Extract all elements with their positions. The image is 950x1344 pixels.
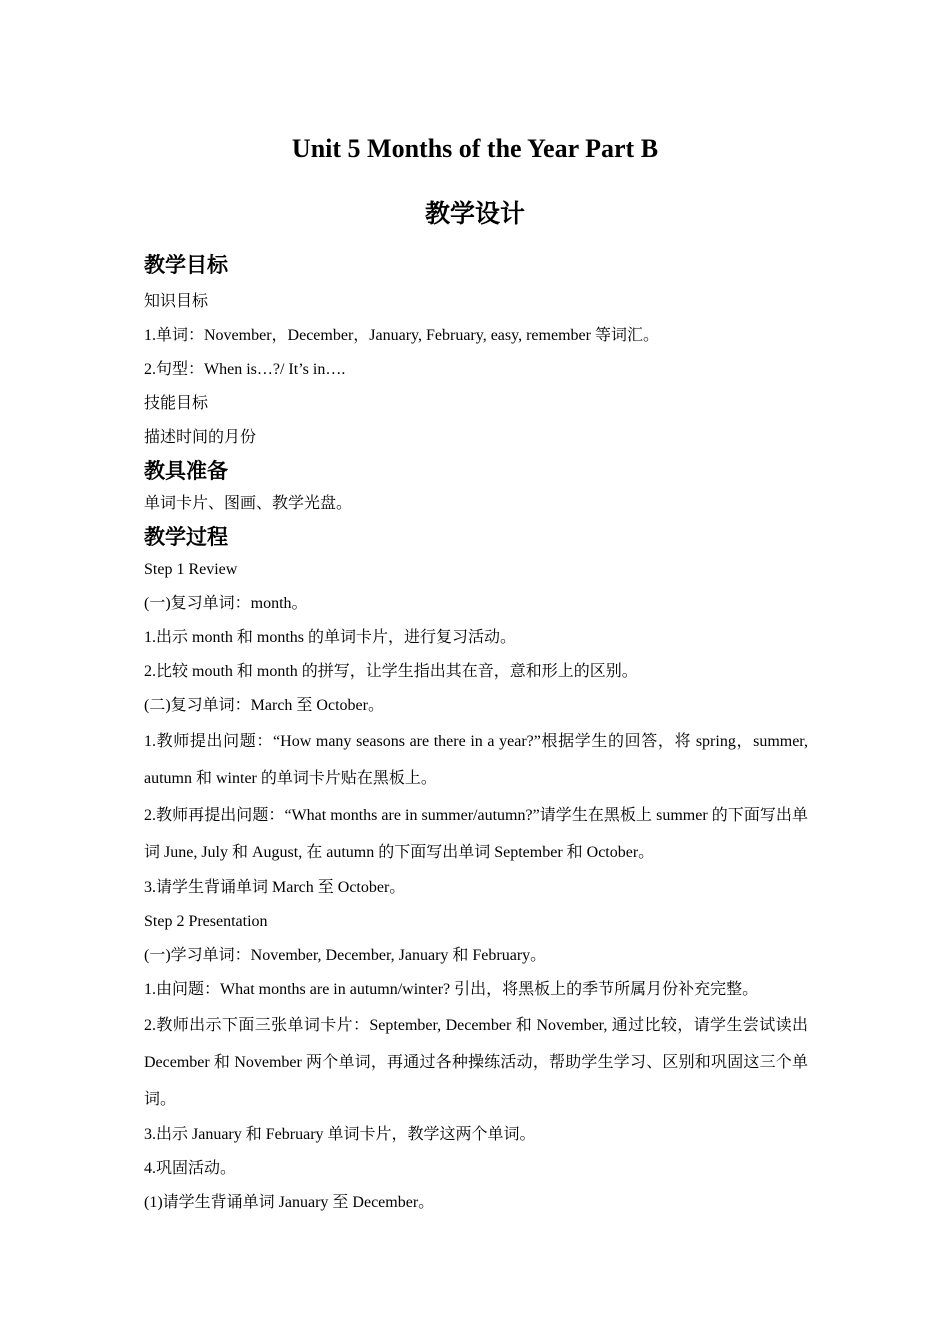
paragraph: 1.出示 month 和 months 的单词卡片，进行复习活动。 bbox=[144, 629, 517, 646]
paragraph: (一)学习单词：November, December, January 和 February。 bbox=[144, 947, 547, 964]
paragraph: 1.单词：November，December，January, February, easy, remember 等词汇。 bbox=[144, 327, 659, 344]
heading-goals: 教学目标 bbox=[144, 253, 228, 277]
paragraph: 1.教师提出问题：“How many seasons are there in a year?”根据学生的回答，将 spring，summer, autumn 和 winter 的单词卡片贴在黑板上。 bbox=[144, 733, 808, 787]
paragraph: 2.教师出示下面三张单词卡片：September, December 和 November, 通过比较，请学生尝试读出 December 和 November 两个单词，再通过各种操练活动，帮助学生学习、区别和巩固这三个单词。 bbox=[144, 1017, 808, 1108]
paragraph: 2.句型：When is…?/ It’s in…. bbox=[144, 361, 346, 378]
paragraph: Step 1 Review bbox=[144, 561, 238, 578]
paragraph: 3.出示 January 和 February 单词卡片，教学这两个单词。 bbox=[144, 1126, 536, 1143]
document-body bbox=[144, 249, 808, 1220]
paragraph: 单词卡片、图画、教学光盘。 bbox=[144, 495, 353, 512]
paragraph: 2.比较 mouth 和 month 的拼写，让学生指出其在音，意和形上的区别。 bbox=[144, 663, 638, 680]
paragraph: 1.由问题：What months are in autumn/winter? 引出，将黑板上的季节所属月份补充完整。 bbox=[144, 981, 759, 998]
paragraph: 技能目标 bbox=[144, 395, 209, 412]
heading-process: 教学过程 bbox=[144, 525, 228, 549]
heading-tools: 教具准备 bbox=[144, 459, 228, 483]
paragraph: 知识目标 bbox=[144, 293, 209, 310]
paragraph: 4.巩固活动。 bbox=[144, 1160, 237, 1177]
paragraph: (一)复习单词：month。 bbox=[144, 595, 308, 612]
paragraph: (1)请学生背诵单词 January 至 December。 bbox=[144, 1194, 435, 1211]
paragraph: (二)复习单词：March 至 October。 bbox=[144, 697, 384, 714]
paragraph: 2.教师再提出问题：“What months are in summer/autumn?”请学生在黑板上 summer 的下面写出单词 June, July 和 August, 在 autumn 的下面写出单词 September 和 October。 bbox=[144, 807, 808, 861]
paragraph: 3.请学生背诵单词 March 至 October。 bbox=[144, 879, 406, 896]
paragraph: Step 2 Presentation bbox=[144, 913, 268, 930]
paragraph: 描述时间的月份 bbox=[144, 429, 257, 446]
document-subtitle: 教学设计 bbox=[424, 199, 525, 228]
document-title: Unit 5 Months of the Year Part B bbox=[291, 134, 659, 163]
